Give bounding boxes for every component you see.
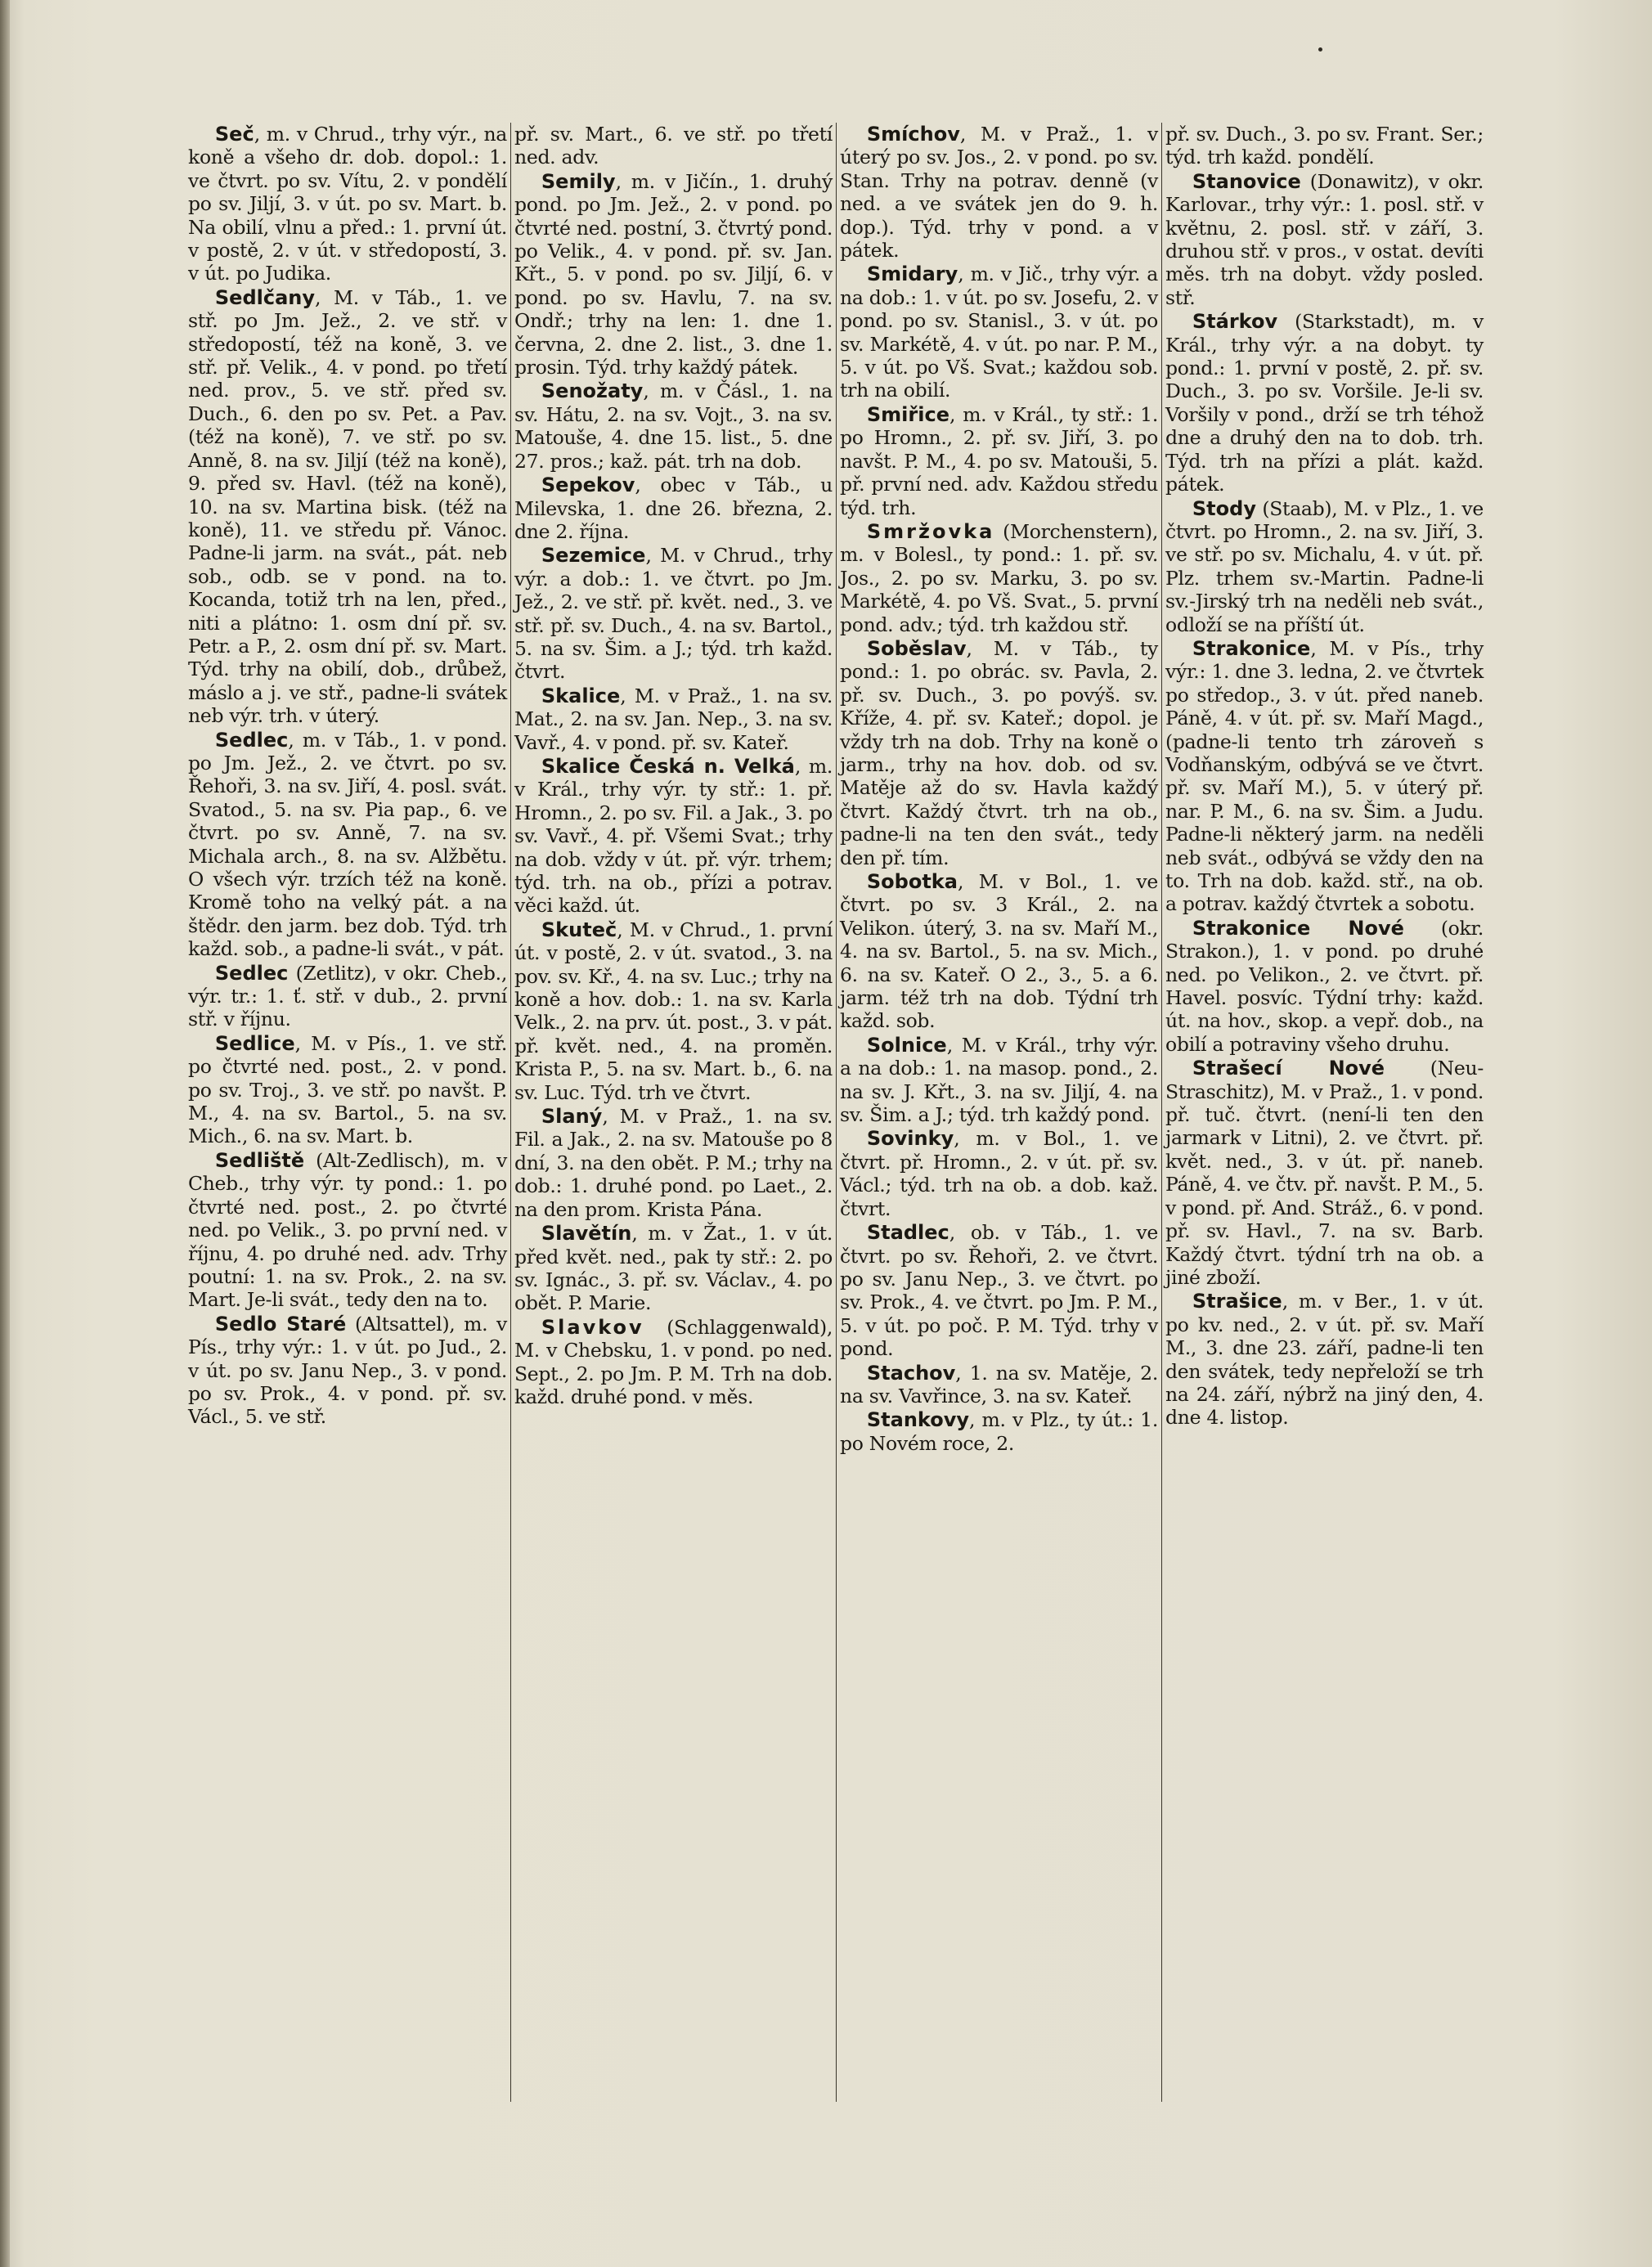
entry-text: (okr. Strakon.), 1. v pond. po druhé ned. po Velikon., 2. ve čtvrt. př. Havel. posvíc. Týdní trhy: každ. út. na hov., skop. a vepř. dob., na obilí a potraviny všeho druhu.	[1165, 916, 1484, 1056]
entry-text: , ob. v Táb., 1. ve čtvrt. po sv. Řehoři, 2. ve čtvrt. po sv. Janu Nep., 3. ve čtvrt. po sv. Prok., 4. ve čtvrt. po Jm. P. M., 5. v út. po poč. P. M. Týd. trhy v pond.	[840, 1221, 1158, 1361]
entry-place-name: Sovinky	[866, 1127, 954, 1151]
market-entry	[188, 729, 507, 961]
entry-place-name: Sobotka	[866, 870, 958, 893]
entry-text: (Schlaggenwald), M. v Chebsku, 1. v pond. po ned. Sept., 2. po Jm. P. M. Trh na dob. každ. druhé pond. v měs.	[514, 1315, 833, 1408]
entry-text: , m. v Chrud., trhy výr., na koně a všeho dr. dob. dopol.: 1. ve čtvrt. po sv. Vítu, 2. v pondělí po sv. Jiljí, 3. v út. po sv. Mart. b. Na obilí, vlnu a před.: 1. první út. v postě, 2. v út. v středopostí, 3. v út. po Judika.	[188, 123, 507, 285]
market-entry	[514, 1105, 833, 1221]
entry-place-name: Stadlec	[866, 1221, 949, 1245]
market-entry	[840, 1221, 1158, 1360]
market-entry	[188, 962, 507, 1031]
market-entry	[514, 123, 833, 169]
entry-place-name: Stachov	[866, 1361, 956, 1385]
entry-text: , M. v Chrud., 1. první út. v postě, 2. v út. svatod., 3. na pov. sv. Kř., 4. na sv. Luc.; trhy na koně a hov. dob.: 1. na sv. Karla Velk., 2. na prv. út. post., 3. v pát. př. květ. ned., 4. na proměn. Krista P., 5. na sv. Mart. b., 6. na sv. Luc. Týd. trh ve čtvrt.	[514, 918, 833, 1104]
entry-text: , m. v Král., trhy výr. ty stř.: 1. př. Hromn., 2. po sv. Fil. a Jak., 3. po sv. Vavř., 4. př. Všemi Svat.; trhy na dob. vždy v út. př. výr. trhem; týd. trh. na ob., přízi a potrav. věci každ. út.	[514, 754, 833, 918]
entry-text: , obec v Táb., u Milevska, 1. dne 26. března, 2. dne 2. října.	[514, 474, 833, 543]
market-entry	[1165, 170, 1484, 309]
market-entry	[840, 403, 1158, 519]
entry-text: , m. v Bol., 1. ve čtvrt. př. Hromn., 2. v út. př. sv. Václ.; týd. trh na ob. a dob. kaž. čtvrt.	[840, 1127, 1158, 1220]
entry-place-name: Smržovka	[866, 519, 995, 543]
entry-place-name: Stanovice	[1192, 169, 1301, 193]
entry-place-name: Stankovy	[866, 1408, 970, 1432]
market-entry	[514, 1222, 833, 1315]
market-entry	[188, 286, 507, 728]
entry-text: , m. v Žat., 1. v út. před květ. ned., pak ty stř.: 2. po sv. Ignác., 3. př. sv. Václav., 4. po obět. P. Marie.	[514, 1222, 833, 1315]
entry-place-name: Strakonice	[1192, 636, 1311, 660]
market-entry	[840, 1362, 1158, 1408]
market-entry	[840, 637, 1158, 869]
page-edge-shadow	[0, 0, 10, 2267]
market-entry	[840, 123, 1158, 262]
entry-text: , M. v Táb., ty pond.: 1. po obrác. sv. Pavla, 2. př. sv. Duch., 3. po povýš. sv. Kříže, 4. př. sv. Kateř.; dopol. je vždy trh na dob. Trhy na koně o jarm., trhy na hov. dob. od sv. Matěje až do sv. Havla každý čtvrt. Každý čtvrt. trh na ob., padne-li na ten den svát., tedy den př. tím.	[840, 636, 1158, 869]
entry-text: (Starkstadt), m. v Král., trhy výr. a na dobyt. ty pond.: 1. první v postě, 2. př. sv. Duch., 3. po sv. Voršile. Je-li sv. Voršily v pond., drží se trh téhož dne a druhý den na to dob. trh. Týd. trh na přízi a plát. každ. pátek.	[1165, 310, 1484, 496]
entry-text: př. sv. Mart., 6. ve stř. po třetí ned. adv.	[514, 123, 833, 169]
market-entry	[514, 755, 833, 918]
market-entry	[840, 263, 1158, 402]
entry-text: , m. v Ber., 1. v út. po kv. ned., 2. v út. př. sv. Maří M., 3. dne 23. září, padne-li ten den svátek, tedy nepřeloží se trh na 24. září, nýbrž na jiný den, 4. dne 4. listop.	[1165, 1290, 1484, 1430]
entry-text: , m. v Čásl., 1. na sv. Hátu, 2. na sv. Vojt., 3. na sv. Matouše, 4. dne 15. list., 5. dne 27. pros.; kaž. pát. trh na dob.	[514, 379, 833, 473]
entry-place-name: Sedliště	[214, 1148, 305, 1172]
market-entry	[188, 1149, 507, 1312]
entry-text: , m. v Jič., trhy výr. a na dob.: 1. v út. po sv. Josefu, 2. v pond. po sv. Stanisl., 3. v út. po sv. Markétě, 4. v út. po nar. P. M., 5. v út. po Vš. Svat.; každou sob. trh na obilí.	[840, 263, 1158, 402]
entry-text: (Donawitz), v okr. Karlovar., trhy výr.: 1. posl. stř. v květnu, 2. posl. stř. v září, 3. druhou stř. v pros., v ostat. devíti měs. trh na dobyt. vždy posled. stř.	[1165, 169, 1484, 309]
market-entry	[514, 474, 833, 543]
entry-place-name: Strašecí Nové	[1192, 1057, 1385, 1080]
entry-place-name: Sedlec	[214, 728, 289, 752]
entry-place-name: Sedlec	[214, 961, 289, 985]
entry-text: , m. v Král., ty stř.: 1. po Hromn., 2. př. sv. Jiří, 3. po navšt. P. M., 4. po sv. Matouši, 5. př. první ned. adv. Každou středu týd. trh.	[840, 402, 1158, 519]
column-3	[836, 123, 1161, 2102]
market-entry	[840, 520, 1158, 636]
entry-place-name: Stody	[1192, 496, 1256, 520]
market-entry	[188, 1313, 507, 1429]
entry-text: (Neu-Straschitz), M. v Praž., 1. v pond. př. tuč. čtvrt. (není-li ten den jarmark v Litni), 2. ve čtvrt. př. květ. ned., 3. v út. př. naneb. Páně, 4. ve čtv. př. navšt. P. M., 5. v pond. př. And. Stráž., 6. v pond. př. sv. Havl., 7. na sv. Barb. Každý čtvrt. týdní trh na ob. a jiné zboží.	[1165, 1057, 1484, 1289]
entry-place-name: Skalice	[541, 684, 621, 707]
market-entry	[514, 544, 833, 683]
market-entry	[1165, 1290, 1484, 1429]
entry-place-name: Smidary	[866, 263, 958, 286]
column-2	[510, 123, 836, 2102]
column-1	[185, 123, 510, 2102]
entry-place-name: Sepekov	[541, 474, 635, 497]
entry-text: , M. v Bol., 1. ve čtvrt. po sv. 3 Král., 2. na Velikon. úterý, 3. na sv. Maří M., 4. na sv. Bartol., 5. na sv. Mich., 6. na sv. Kateř. O 2., 3., 5. a 6. jarm. též trh na dob. Týdní trh každ. sob.	[840, 870, 1158, 1033]
entry-place-name: Strašice	[1192, 1290, 1282, 1313]
entry-place-name: Sedlice	[214, 1031, 295, 1055]
entry-text: , m. v Táb., 1. v pond. po Jm. Jež., 2. ve čtvrt. po sv. Řehoři, 3. na sv. Jiří, 4. posl. svát. Svatod., 5. na sv. Pia pap., 6. ve čtvrt. po sv. Anně, 7. na sv. Michala arch., 8. na sv. Alžbětu. O všech výr. trzích též na koně. Kromě toho na velký pát. a na štědr. den jarm. bez dob. Týd. trh každ. sob., a padne-li svát., v pát.	[188, 728, 507, 961]
entry-text: , M. v Král., trhy výr. a na dob.: 1. na masop. pond., 2. na sv. J. Křt., 3. na sv. Jiljí, 4. na sv. Šim. a J.; týd. trh každý pond.	[840, 1033, 1158, 1127]
market-entry	[514, 918, 833, 1104]
market-entry	[840, 1034, 1158, 1127]
entry-text: (Altsattel), m. v Pís., trhy výr.: 1. v út. po Jud., 2. v út. po sv. Janu Nep., 3. v pond. po sv. Prok., 4. v pond. př. sv. Václ., 5. ve stř.	[188, 1312, 507, 1429]
entry-place-name: Sezemice	[541, 544, 646, 568]
market-entry	[1165, 637, 1484, 916]
entry-place-name: Seč	[214, 123, 254, 146]
entry-text: (Alt-Zedlisch), m. v Cheb., trhy výr. ty pond.: 1. po čtvrté ned. post., 2. po čtvrté ned. po Velik., 3. po první ned. v říjnu, 4. po druhé ned. adv. Trhy poutní: 1. na sv. Prok., 2. na sv. Mart. Je-li svát., tedy den na to.	[188, 1148, 507, 1312]
column-4	[1161, 123, 1487, 2102]
entry-text: , m. v Plz., ty út.: 1. po Novém roce, 2.	[840, 1408, 1158, 1455]
market-entry	[1165, 497, 1484, 636]
entry-place-name: Slavětín	[541, 1222, 632, 1246]
entry-place-name: Semily	[541, 169, 616, 193]
entry-place-name: Slavkov	[541, 1315, 644, 1339]
market-entry	[514, 379, 833, 473]
market-entry	[840, 1408, 1158, 1455]
entry-place-name: Slaný	[541, 1105, 603, 1129]
entry-place-name: Sedlčany	[214, 285, 316, 309]
market-entry	[514, 685, 833, 754]
ink-speck	[1318, 47, 1322, 52]
entry-text: př. sv. Duch., 3. po sv. Frant. Ser.; týd. trh každ. pondělí.	[1165, 123, 1484, 169]
market-entry	[840, 870, 1158, 1033]
entry-text: , M. v Pís., trhy výr.: 1. dne 3. ledna, 2. ve čtvrtek po středop., 3. v út. před naneb. Páně, 4. v út. př. sv. Maří Magd., (padne-li tento trh zároveň s Vodňanským, odbývá se ve čtvrt. př. sv. Maří M.), 5. v úterý př. nar. P. M., 6. na sv. Šim. a Judu. Padne-li některý jarm. na neděli neb svát., odbývá se vždy den na to. Trh na dob. každ. stř., na ob. a potrav. každý čtvrtek a sobotu.	[1165, 636, 1484, 916]
entry-text: , M. v Táb., 1. ve stř. po Jm. Jež., 2. ve stř. v středopostí, též na koně, 3. ve stř. př. Velik., 4. v pond. po třetí ned. prov., 5. ve stř. před sv. Duch., 6. den po sv. Pet. a Pav. (též na koně), 7. ve stř. po sv. Anně, 8. na sv. Jiljí (též na koně), 9. před sv. Havl. (též na koně), 10. na sv. Martina bisk. (též na koně), 11. ve středu př. Vánoc. Padne-li jarm. na svát., pát. neb sob., odb. se v pond. na to. Kocanda, totiž trh na len, před., niti a plátno: 1. osm dní př. sv. Petr. a P., 2. osm dní př. sv. Mart. Týd. trhy na obilí, dob., drůbež, máslo a j. ve stř., padne-li svátek neb výr. trh. v úterý.	[188, 285, 507, 728]
entry-text: , 1. na sv. Matěje, 2. na sv. Vavřince, 3. na sv. Kateř.	[840, 1361, 1158, 1407]
entry-place-name: Skuteč	[541, 918, 617, 941]
market-entry	[1165, 310, 1484, 496]
entry-place-name: Sedlo Staré	[214, 1312, 347, 1336]
market-entry	[840, 1127, 1158, 1220]
entry-place-name: Senožaty	[541, 379, 644, 403]
market-entry	[188, 1032, 507, 1148]
entry-text: , M. v Praž., 1. na sv. Mat., 2. na sv. Jan. Nep., 3. na sv. Vavř., 4. v pond. př. sv. Kateř.	[514, 684, 833, 754]
entry-text: , m. v Jičín., 1. druhý pond. po Jm. Jež., 2. v pond. po čtvrté ned. postní, 3. čtvrtý pond. po Velik., 4. v pond. př. sv. Jan. Křt., 5. v pond. po sv. Jiljí, 6. v pond. po sv. Havlu, 7. na sv. Ondř.; trhy na len: 1. dne 1. června, 2. dne 2. list., 3. dne 1. prosin. Týd. trhy každý pátek.	[514, 169, 833, 379]
entry-place-name: Strakonice Nové	[1192, 916, 1404, 940]
entry-text: (Morchenstern), m. v Bolesl., ty pond.: 1. př. sv. Jos., 2. po sv. Marku, 3. po sv. Markétě, 4. po Vš. Svat., 5. první pond. adv.; týd. trh každou stř.	[840, 519, 1158, 636]
entry-text: , M. v Praž., 1. na sv. Fil. a Jak., 2. na sv. Matouše po 8 dní, 3. na den obět. P. M.; trhy na dob.: 1. druhé pond. po Laet., 2. na den prom. Krista Pána.	[514, 1105, 833, 1221]
market-entry	[514, 170, 833, 379]
entry-text: (Zetlitz), v okr. Cheb., výr. tr.: 1. ť. stř. v dub., 2. první stř. v říjnu.	[188, 961, 507, 1031]
market-entry	[514, 1316, 833, 1409]
entry-place-name: Smíchov	[866, 123, 960, 146]
entry-place-name: Smiřice	[866, 402, 949, 426]
entry-text: , M. v Pís., 1. ve stř. po čtvrté ned. post., 2. v pond. po sv. Troj., 3. ve stř. po navšt. P. M., 4. na sv. Bartol., 5. na sv. Mich., 6. na sv. Mart. b.	[188, 1031, 507, 1148]
text-columns	[185, 123, 1488, 2102]
market-entry	[1165, 1057, 1484, 1289]
entry-text: , M. v Praž., 1. v úterý po sv. Jos., 2. v pond. po sv. Stan. Trhy na potrav. denně (v ned. a ve svátek jen do 9. h. dop.). Týd. trhy v pond. a v pátek.	[840, 123, 1158, 263]
market-entry	[188, 123, 507, 285]
market-entry	[1165, 123, 1484, 169]
entry-place-name: Stárkov	[1192, 310, 1278, 334]
market-entry	[1165, 917, 1484, 1056]
entry-place-name: Soběslav	[866, 636, 967, 660]
entry-text: , M. v Chrud., trhy výr. a dob.: 1. ve čtvrt. po Jm. Jež., 2. ve stř. př. květ. ned., 3. ve stř. př. sv. Duch., 4. na sv. Bartol., 5. na sv. Šim. a J.; týd. trh každ. čtvrt.	[514, 544, 833, 684]
entry-place-name: Solnice	[866, 1033, 947, 1057]
entry-place-name: Skalice Česká n. Velká	[541, 754, 795, 778]
entry-text: (Staab), M. v Plz., 1. ve čtvrt. po Hromn., 2. na sv. Jiří, 3. ve stř. po sv. Michalu, 4. v út. př. Plz. trhem sv.-Martin. Padne-li sv.-Jirský trh na neděli neb svát., odloží se na příští út.	[1165, 496, 1484, 636]
